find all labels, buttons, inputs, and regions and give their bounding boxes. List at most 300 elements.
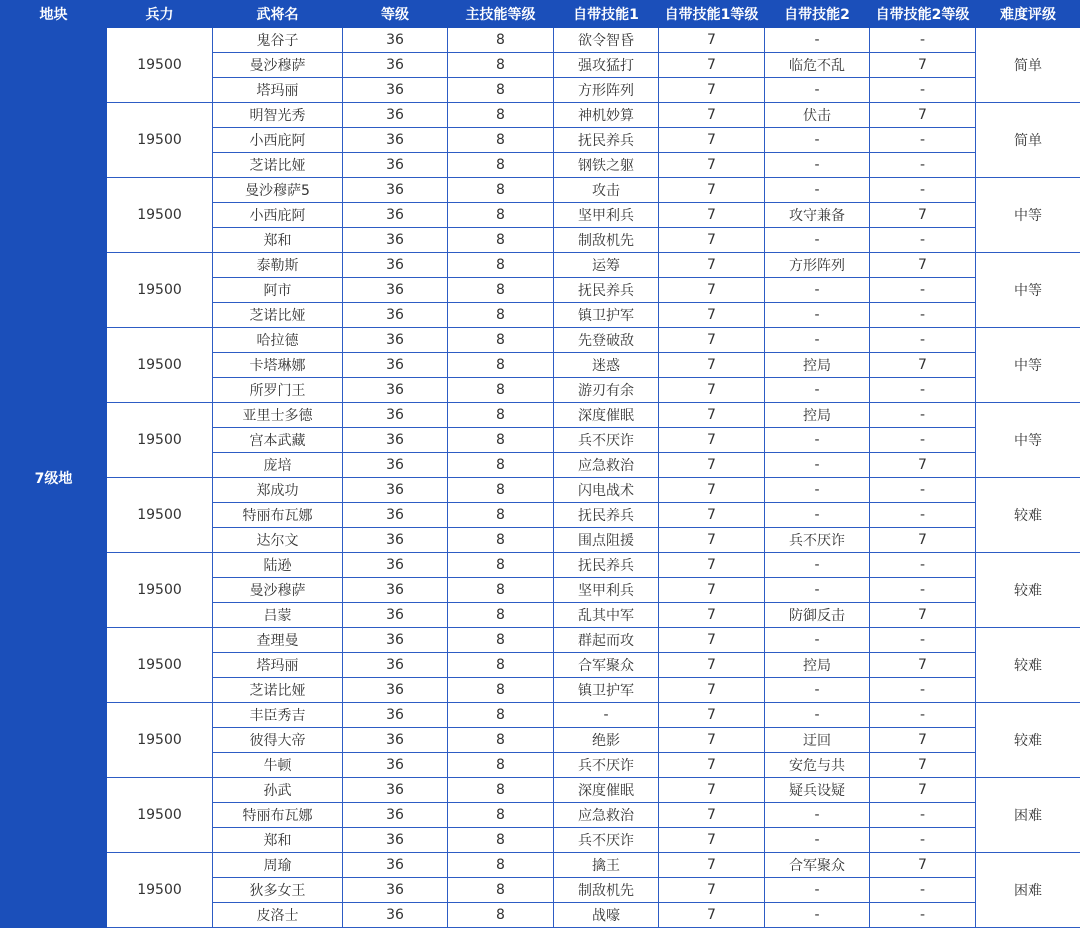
skill1-level-cell: 7 [659, 828, 765, 853]
level-cell: 36 [343, 103, 448, 128]
skill1-level-cell: 7 [659, 653, 765, 678]
main-skill-level-cell: 8 [448, 828, 554, 853]
general-name-cell: 小西庇阿 [213, 128, 343, 153]
general-name-cell: 泰勒斯 [213, 253, 343, 278]
general-name-cell: 特丽布瓦娜 [213, 803, 343, 828]
troops-cell: 19500 [107, 178, 213, 253]
skill1-cell: 兵不厌诈 [554, 828, 659, 853]
level-cell: 36 [343, 403, 448, 428]
skill2-cell: 伏击 [765, 103, 870, 128]
main-skill-level-cell: 8 [448, 703, 554, 728]
table-row [1, 103, 1080, 128]
skill1-level-cell: 7 [659, 153, 765, 178]
general-name-cell: 塔玛丽 [213, 653, 343, 678]
skill2-level-cell: - [870, 328, 976, 353]
header-level: 等级 [343, 1, 448, 28]
skill2-level-cell: 7 [870, 603, 976, 628]
skill1-level-cell: 7 [659, 878, 765, 903]
table-row [1, 778, 1080, 803]
skill1-cell: 深度催眠 [554, 403, 659, 428]
skill2-level-cell: - [870, 128, 976, 153]
skill2-level-cell: - [870, 403, 976, 428]
skill2-level-cell: - [870, 153, 976, 178]
skill2-level-cell: - [870, 278, 976, 303]
skill1-cell: 合军聚众 [554, 653, 659, 678]
skill1-cell: 钢铁之躯 [554, 153, 659, 178]
skill1-cell: 深度催眠 [554, 778, 659, 803]
difficulty-cell: 中等 [976, 328, 1080, 403]
skill1-level-cell: 7 [659, 553, 765, 578]
skill2-cell: 防御反击 [765, 603, 870, 628]
skill2-cell: 控局 [765, 403, 870, 428]
main-skill-level-cell: 8 [448, 428, 554, 453]
skill1-cell: 运筹 [554, 253, 659, 278]
skill2-cell: 迂回 [765, 728, 870, 753]
skill2-cell: - [765, 303, 870, 328]
main-skill-level-cell: 8 [448, 128, 554, 153]
skill2-level-cell: 7 [870, 453, 976, 478]
skill2-level-cell: - [870, 178, 976, 203]
skill1-cell: 抚民养兵 [554, 503, 659, 528]
skill2-cell: - [765, 678, 870, 703]
main-skill-level-cell: 8 [448, 153, 554, 178]
troops-cell: 19500 [107, 253, 213, 328]
main-skill-level-cell: 8 [448, 753, 554, 778]
skill2-cell: - [765, 878, 870, 903]
level-cell: 36 [343, 453, 448, 478]
table-row [1, 478, 1080, 503]
header-skill2-level: 自带技能2等级 [870, 1, 976, 28]
level-cell: 36 [343, 203, 448, 228]
skill2-cell: - [765, 503, 870, 528]
level-cell: 36 [343, 303, 448, 328]
skill1-cell: 战嚎 [554, 903, 659, 928]
general-name-cell: 陆逊 [213, 553, 343, 578]
main-skill-level-cell: 8 [448, 603, 554, 628]
skill1-level-cell: 7 [659, 853, 765, 878]
main-skill-level-cell: 8 [448, 678, 554, 703]
header-row [1, 1, 1080, 28]
difficulty-cell: 困难 [976, 778, 1080, 853]
skill2-cell: - [765, 578, 870, 603]
table-body [1, 28, 1080, 928]
header-skill1-level: 自带技能1等级 [659, 1, 765, 28]
skill2-cell: - [765, 328, 870, 353]
skill1-cell: 抚民养兵 [554, 278, 659, 303]
troops-cell: 19500 [107, 703, 213, 778]
skill1-cell: 抚民养兵 [554, 553, 659, 578]
main-skill-level-cell: 8 [448, 253, 554, 278]
skill2-level-cell: - [870, 428, 976, 453]
skill1-cell: 闪电战术 [554, 478, 659, 503]
level-cell: 36 [343, 803, 448, 828]
difficulty-cell: 较难 [976, 478, 1080, 553]
main-skill-level-cell: 8 [448, 453, 554, 478]
general-name-cell: 卡塔琳娜 [213, 353, 343, 378]
skill2-cell: 临危不乱 [765, 53, 870, 78]
skill2-level-cell: - [870, 28, 976, 53]
difficulty-cell: 中等 [976, 253, 1080, 328]
main-skill-level-cell: 8 [448, 803, 554, 828]
skill1-level-cell: 7 [659, 203, 765, 228]
header-region: 地块 [1, 1, 107, 28]
skill2-cell: - [765, 703, 870, 728]
general-name-cell: 阿市 [213, 278, 343, 303]
table-row [1, 253, 1080, 278]
skill1-level-cell: 7 [659, 228, 765, 253]
level-cell: 36 [343, 353, 448, 378]
skill2-cell: - [765, 428, 870, 453]
troops-cell: 19500 [107, 403, 213, 478]
general-name-cell: 郑和 [213, 228, 343, 253]
general-name-cell: 塔玛丽 [213, 78, 343, 103]
troops-cell: 19500 [107, 328, 213, 403]
table-row [1, 853, 1080, 878]
general-name-cell: 丰臣秀吉 [213, 703, 343, 728]
general-name-cell: 曼沙穆萨5 [213, 178, 343, 203]
skill1-level-cell: 7 [659, 703, 765, 728]
skill2-cell: - [765, 78, 870, 103]
header-troops: 兵力 [107, 1, 213, 28]
skill1-cell: 先登破敌 [554, 328, 659, 353]
troops-cell: 19500 [107, 103, 213, 178]
level-cell: 36 [343, 178, 448, 203]
skill1-level-cell: 7 [659, 128, 765, 153]
general-name-cell: 彼得大帝 [213, 728, 343, 753]
troops-cell: 19500 [107, 628, 213, 703]
difficulty-cell: 困难 [976, 853, 1080, 928]
level-cell: 36 [343, 653, 448, 678]
level-cell: 36 [343, 603, 448, 628]
main-skill-level-cell: 8 [448, 353, 554, 378]
skill1-level-cell: 7 [659, 728, 765, 753]
region-cell: 7级地 [1, 28, 107, 928]
skill1-cell: 欲令智昏 [554, 28, 659, 53]
level-cell: 36 [343, 53, 448, 78]
level-cell: 36 [343, 778, 448, 803]
skill1-level-cell: 7 [659, 503, 765, 528]
general-name-cell: 亚里士多德 [213, 403, 343, 428]
main-skill-level-cell: 8 [448, 503, 554, 528]
difficulty-cell: 较难 [976, 703, 1080, 778]
skill1-level-cell: 7 [659, 803, 765, 828]
general-name-cell: 宫本武藏 [213, 428, 343, 453]
skill2-level-cell: - [870, 628, 976, 653]
general-name-cell: 孙武 [213, 778, 343, 803]
difficulty-cell: 中等 [976, 403, 1080, 478]
troops-cell: 19500 [107, 553, 213, 628]
skill1-cell: 坚甲利兵 [554, 578, 659, 603]
skill2-cell: - [765, 903, 870, 928]
level-cell: 36 [343, 528, 448, 553]
skill1-cell: 兵不厌诈 [554, 753, 659, 778]
main-skill-level-cell: 8 [448, 28, 554, 53]
level-cell: 36 [343, 128, 448, 153]
level-cell: 36 [343, 503, 448, 528]
skill1-cell: 神机妙算 [554, 103, 659, 128]
skill2-cell: 攻守兼备 [765, 203, 870, 228]
skill2-level-cell: 7 [870, 253, 976, 278]
general-name-cell: 曼沙穆萨 [213, 53, 343, 78]
difficulty-cell: 简单 [976, 28, 1080, 103]
skill2-level-cell: 7 [870, 653, 976, 678]
main-skill-level-cell: 8 [448, 528, 554, 553]
main-skill-level-cell: 8 [448, 778, 554, 803]
skill2-level-cell: - [870, 303, 976, 328]
skill2-level-cell: 7 [870, 853, 976, 878]
skill2-cell: 控局 [765, 653, 870, 678]
table-row [1, 628, 1080, 653]
skill1-cell: 迷惑 [554, 353, 659, 378]
main-skill-level-cell: 8 [448, 203, 554, 228]
table-row [1, 403, 1080, 428]
skill2-level-cell: - [870, 378, 976, 403]
skill2-cell: - [765, 478, 870, 503]
troops-cell: 19500 [107, 478, 213, 553]
general-name-cell: 明智光秀 [213, 103, 343, 128]
skill1-cell: 群起而攻 [554, 628, 659, 653]
table-row [1, 553, 1080, 578]
skill1-cell: - [554, 703, 659, 728]
level-cell: 36 [343, 153, 448, 178]
troops-cell: 19500 [107, 853, 213, 928]
skill2-level-cell: - [870, 478, 976, 503]
skill1-cell: 兵不厌诈 [554, 428, 659, 453]
skill2-level-cell: - [870, 678, 976, 703]
general-name-cell: 郑成功 [213, 478, 343, 503]
level-cell: 36 [343, 553, 448, 578]
skill1-cell: 擒王 [554, 853, 659, 878]
troops-cell: 19500 [107, 28, 213, 103]
difficulty-cell: 中等 [976, 178, 1080, 253]
skill1-level-cell: 7 [659, 303, 765, 328]
difficulty-cell: 较难 [976, 628, 1080, 703]
main-skill-level-cell: 8 [448, 628, 554, 653]
table-header [1, 1, 1080, 28]
general-name-cell: 小西庇阿 [213, 203, 343, 228]
header-main-skill-level: 主技能等级 [448, 1, 554, 28]
skill2-level-cell: - [870, 878, 976, 903]
skill2-cell: - [765, 628, 870, 653]
skill2-cell: - [765, 278, 870, 303]
skill1-level-cell: 7 [659, 53, 765, 78]
skill1-level-cell: 7 [659, 278, 765, 303]
general-name-cell: 庞培 [213, 453, 343, 478]
skill2-level-cell: 7 [870, 353, 976, 378]
level-cell: 36 [343, 628, 448, 653]
difficulty-cell: 简单 [976, 103, 1080, 178]
skill2-level-cell: - [870, 503, 976, 528]
skill1-level-cell: 7 [659, 628, 765, 653]
skill2-cell: - [765, 228, 870, 253]
skill1-level-cell: 7 [659, 253, 765, 278]
main-skill-level-cell: 8 [448, 378, 554, 403]
skill1-level-cell: 7 [659, 678, 765, 703]
skill2-cell: - [765, 378, 870, 403]
skill2-cell: - [765, 553, 870, 578]
skill1-level-cell: 7 [659, 328, 765, 353]
general-name-cell: 狄多女王 [213, 878, 343, 903]
skill2-cell: 安危与共 [765, 753, 870, 778]
skill2-level-cell: 7 [870, 103, 976, 128]
skill2-level-cell: 7 [870, 753, 976, 778]
main-skill-level-cell: 8 [448, 478, 554, 503]
general-name-cell: 周瑜 [213, 853, 343, 878]
skill1-cell: 游刃有余 [554, 378, 659, 403]
main-skill-level-cell: 8 [448, 103, 554, 128]
general-name-cell: 皮洛士 [213, 903, 343, 928]
main-skill-level-cell: 8 [448, 278, 554, 303]
level-cell: 36 [343, 728, 448, 753]
general-name-cell: 曼沙穆萨 [213, 578, 343, 603]
header-skill1: 自带技能1 [554, 1, 659, 28]
level-cell: 36 [343, 853, 448, 878]
skill1-cell: 制敌机先 [554, 228, 659, 253]
main-skill-level-cell: 8 [448, 878, 554, 903]
skill1-level-cell: 7 [659, 578, 765, 603]
skill1-level-cell: 7 [659, 528, 765, 553]
skill2-cell: - [765, 28, 870, 53]
main-skill-level-cell: 8 [448, 553, 554, 578]
skill1-cell: 镇卫护军 [554, 678, 659, 703]
level-cell: 36 [343, 678, 448, 703]
general-name-cell: 芝诺比娅 [213, 678, 343, 703]
skill2-level-cell: - [870, 903, 976, 928]
skill1-level-cell: 7 [659, 353, 765, 378]
skill1-level-cell: 7 [659, 453, 765, 478]
skill1-level-cell: 7 [659, 753, 765, 778]
main-skill-level-cell: 8 [448, 403, 554, 428]
level-cell: 36 [343, 378, 448, 403]
level-cell: 36 [343, 903, 448, 928]
level-cell: 36 [343, 78, 448, 103]
level-cell: 36 [343, 878, 448, 903]
main-skill-level-cell: 8 [448, 728, 554, 753]
skill2-level-cell: - [870, 228, 976, 253]
skill2-cell: 方形阵列 [765, 253, 870, 278]
skill1-level-cell: 7 [659, 178, 765, 203]
general-name-cell: 特丽布瓦娜 [213, 503, 343, 528]
level-cell: 36 [343, 228, 448, 253]
skill1-cell: 坚甲利兵 [554, 203, 659, 228]
skill2-level-cell: 7 [870, 53, 976, 78]
skill1-cell: 方形阵列 [554, 78, 659, 103]
main-skill-level-cell: 8 [448, 328, 554, 353]
table-row [1, 178, 1080, 203]
skill2-level-cell: - [870, 828, 976, 853]
general-name-cell: 达尔文 [213, 528, 343, 553]
skill1-level-cell: 7 [659, 78, 765, 103]
skill2-level-cell: - [870, 803, 976, 828]
general-name-cell: 郑和 [213, 828, 343, 853]
skill2-cell: 控局 [765, 353, 870, 378]
main-skill-level-cell: 8 [448, 853, 554, 878]
skill2-level-cell: 7 [870, 728, 976, 753]
level-cell: 36 [343, 753, 448, 778]
skill2-cell: 合军聚众 [765, 853, 870, 878]
skill1-cell: 围点阻援 [554, 528, 659, 553]
general-name-cell: 查理曼 [213, 628, 343, 653]
skill1-level-cell: 7 [659, 478, 765, 503]
skill1-cell: 抚民养兵 [554, 128, 659, 153]
general-name-cell: 鬼谷子 [213, 28, 343, 53]
skill2-cell: - [765, 803, 870, 828]
main-skill-level-cell: 8 [448, 903, 554, 928]
skill1-cell: 制敌机先 [554, 878, 659, 903]
skill2-level-cell: 7 [870, 778, 976, 803]
main-skill-level-cell: 8 [448, 78, 554, 103]
table-row [1, 703, 1080, 728]
skill2-cell: - [765, 128, 870, 153]
level-cell: 36 [343, 253, 448, 278]
main-skill-level-cell: 8 [448, 303, 554, 328]
skill1-level-cell: 7 [659, 603, 765, 628]
skill2-cell: - [765, 153, 870, 178]
skill2-cell: - [765, 178, 870, 203]
main-skill-level-cell: 8 [448, 578, 554, 603]
skill2-level-cell: - [870, 703, 976, 728]
level-cell: 36 [343, 328, 448, 353]
skill2-cell: - [765, 453, 870, 478]
level-cell: 36 [343, 278, 448, 303]
skill1-level-cell: 7 [659, 103, 765, 128]
skill1-cell: 绝影 [554, 728, 659, 753]
skill1-level-cell: 7 [659, 778, 765, 803]
main-skill-level-cell: 8 [448, 53, 554, 78]
main-skill-level-cell: 8 [448, 178, 554, 203]
skill2-level-cell: 7 [870, 203, 976, 228]
level-cell: 36 [343, 578, 448, 603]
skill2-cell: 兵不厌诈 [765, 528, 870, 553]
general-name-cell: 牛顿 [213, 753, 343, 778]
general-name-cell: 所罗门王 [213, 378, 343, 403]
skill1-level-cell: 7 [659, 28, 765, 53]
skill2-level-cell: - [870, 578, 976, 603]
skill1-level-cell: 7 [659, 403, 765, 428]
general-name-cell: 哈拉德 [213, 328, 343, 353]
level-cell: 36 [343, 428, 448, 453]
level-cell: 36 [343, 478, 448, 503]
skill1-cell: 应急救治 [554, 453, 659, 478]
main-skill-level-cell: 8 [448, 228, 554, 253]
skill2-level-cell: - [870, 553, 976, 578]
troops-cell: 19500 [107, 778, 213, 853]
header-general-name: 武将名 [213, 1, 343, 28]
skill1-cell: 应急救治 [554, 803, 659, 828]
skill2-level-cell: 7 [870, 528, 976, 553]
main-skill-level-cell: 8 [448, 653, 554, 678]
level-cell: 36 [343, 703, 448, 728]
general-name-cell: 芝诺比娅 [213, 303, 343, 328]
table-row [1, 28, 1080, 53]
skill1-cell: 乱其中军 [554, 603, 659, 628]
general-name-cell: 芝诺比娅 [213, 153, 343, 178]
table-row [1, 328, 1080, 353]
header-skill2: 自带技能2 [765, 1, 870, 28]
skill1-cell: 强攻猛打 [554, 53, 659, 78]
difficulty-cell: 较难 [976, 553, 1080, 628]
skill1-cell: 镇卫护军 [554, 303, 659, 328]
general-name-cell: 吕蒙 [213, 603, 343, 628]
skill1-level-cell: 7 [659, 428, 765, 453]
skill1-level-cell: 7 [659, 378, 765, 403]
level-cell: 36 [343, 28, 448, 53]
level-cell: 36 [343, 828, 448, 853]
skill2-level-cell: - [870, 78, 976, 103]
skill1-level-cell: 7 [659, 903, 765, 928]
skill1-cell: 攻击 [554, 178, 659, 203]
skill2-cell: 疑兵设疑 [765, 778, 870, 803]
